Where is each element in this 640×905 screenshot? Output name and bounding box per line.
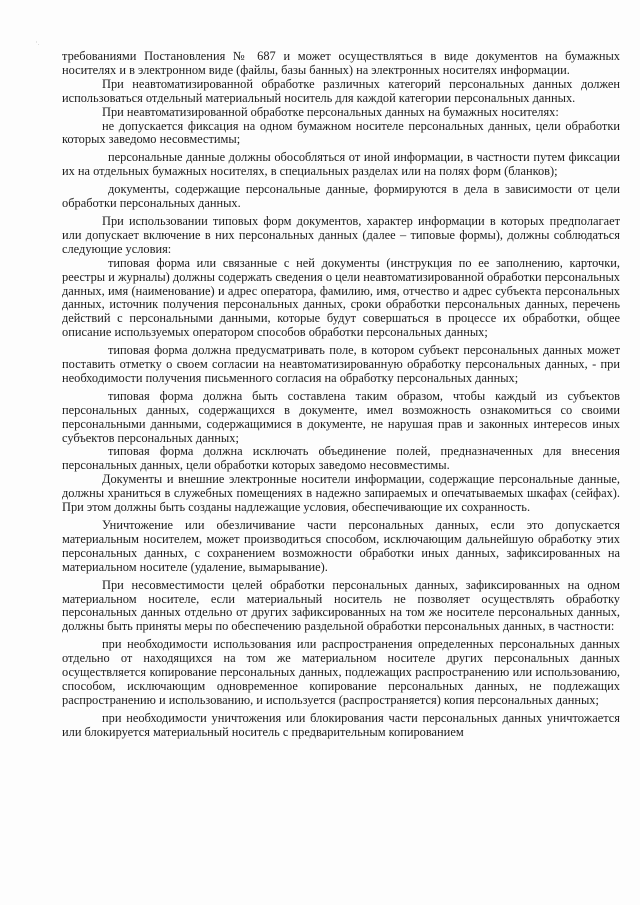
paragraph-3: При неавтоматизированной обработке персональных данных на бумажных носителях: [102,104,559,119]
paragraph-5: персональные данные должны обособляться от иной информации, в частности путем фиксации их на отдельных бумажных носителях, в специальных разделах или на полях форм (бланков); [62,150,620,179]
paragraph-13: Уничтожение или обезличивание части персональных данных, если это допускается материальным носителем, может производиться способом, исключающим дальнейшую обработку этих персональных данных, с сохранением возможности обработки иных данных, зафиксированных на материальном носителе (удаление, вымарывание). [62,518,620,574]
paragraph-8: типовая форма или связанные с ней документы (инструкция по ее заполнению, карточки, реестры и журналы) должны содержать сведения о цели неавтоматизированной обработки персональных данных, имя (наименование) и адрес оператора, фамилию, имя, отчество и адрес субъекта персональных данных, источник получения персональных данных, сроки обработки персональных данных, перечень действий с персональными данными, которые будут совершаться в процессе их обработки, общее описание используемых оператором способов обработки персональных данных; [62,255,620,340]
paragraph-12: Документы и внешние электронные носители информации, содержащие персональные данные, должны храниться в служебных помещениях в надежно запираемых и опечатываемых шкафах (сейфах). При этом должны быть созданы надлежащие условия, обеспечивающие их сохранность. [62,472,620,515]
paragraph-2: При неавтоматизированной обработке различных категорий персональных данных должен использоваться отдельный материальный носитель для каждой категории персональных данных. [62,76,620,105]
paragraph-10: типовая форма должна быть составлена таким образом, чтобы каждый из субъектов персональных данных, содержащихся в документе, имел возможность ознакомиться со своими персональными данными, содержащимися в документе, не нарушая прав и законных интересов иных субъектов персональных данных; [62,388,620,445]
paragraph-16: при необходимости уничтожения или блокирования части персональных данных уничтожается или блокируется материальный носитель с предварительным копированием [62,710,620,739]
paragraph-6: документы, содержащие персональные данные, формируются в дела в зависимости от цели обработки персональных данных. [62,182,620,211]
corner-mark: ' . [36,42,40,47]
paragraph-4: не допускается фиксация на одном бумажном носителе персональных данных, цели обработки которых заведомо несовместимы; [62,118,620,147]
paragraph-1: требованиями Постановления № 687 и может осуществляться в виде документов на бумажных носителях и в электронном виде (файлы, базы банных) на электронных носителях информации. [62,49,620,77]
paragraph-11: типовая форма должна исключать объединение полей, предназначенных для внесения персональных данных, цели обработки которых заведомо несовместимы. [62,444,620,473]
paragraph-7: При использовании типовых форм документов, характер информации в которых предполагает или допускает включение в них персональных данных (далее – типовые формы), должны соблюдаться следующие условия: [62,213,620,256]
paragraph-14: При несовместимости целей обработки персональных данных, зафиксированных на одном материальном носителе, если материальный носитель не позволяет осуществлять обработку персональных данных отдельно от других зафиксированных на том же носителе персональных данных, должны быть приняты меры по обеспечению раздельной обработки персональных данных, в частности: [62,577,620,634]
paragraph-15: при необходимости использования или распространения определенных персональных данных отдельно от находящихся на том же материальном носителе других персональных данных осуществляется копирование персональных данных, подлежащих распространению или использованию, способом, исключающим одновременное копирование персональных данных, не подлежащих распространению и использованию, и используется (распространяется) копия персональных данных; [62,637,620,707]
paragraph-9: типовая форма должна предусматривать поле, в котором субъект персональных данных может поставить отметку о своем согласии на неавтоматизированную обработку персональных данных, - при необходимости получения письменного согласия на обработку персональных данных; [62,343,620,385]
